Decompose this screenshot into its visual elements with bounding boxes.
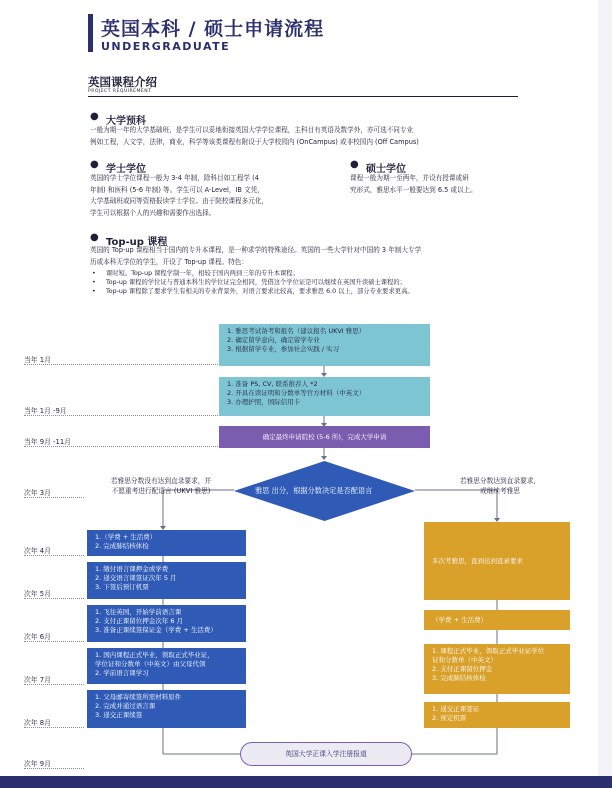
text-line: 英国的学士学位课程一般为 3-4 年制，除科目如工程学 (4 (90, 174, 259, 182)
timeline-label: 次年 8月 (24, 719, 51, 727)
section-title: 英国课程介绍 (88, 75, 157, 89)
timeline-label: 当年 1月 -9月 (24, 407, 67, 415)
timeline-guide (24, 555, 84, 556)
timeline-guide (24, 446, 224, 447)
timeline-label: 当年 9月 -11月 (24, 438, 71, 446)
text-line: 例如工程，人文学，法律，商业，科学等该类课程有附设于大学校园内 (OnCampus) 或非校园内 (Off Campus) (90, 137, 419, 146)
decision-text: 雅思 出分，根据分数决定是否配语言 (255, 486, 373, 495)
page-title: 英国本科 / 硕士申请流程 (101, 18, 325, 40)
timeline-guide (24, 497, 84, 498)
timeline-guide (24, 727, 84, 728)
step-line: 1. 准备 PS, CV, 联系推荐人 *2 (227, 380, 318, 388)
timeline-guide (24, 364, 224, 365)
step-box-application: 确定最终申请院校 (5-6 所)，完成大学申请 (219, 426, 430, 448)
timeline-guide (24, 768, 84, 769)
timeline-label: 次年 6月 (24, 633, 51, 641)
timeline-label: 当年 1月 (24, 356, 51, 364)
bachelor-heading: 学士学位 (106, 164, 146, 175)
step-box-documents (219, 377, 430, 416)
step-line: 3. 根据留学专业，参加社会实践 / 实习 (227, 345, 340, 353)
step-line: 2. 开具在读证明和分数单等官方材料（中英文） (227, 389, 366, 397)
page-subtitle: UNDERGRADUATE (101, 40, 231, 53)
list-item: • 课时短。Top-up 课程学制一年，相较于国内两到三年的专升本课程； (92, 270, 299, 277)
bullet-dot: ● (90, 111, 99, 122)
right-step-box: 1. 递交正课签证 2. 预定机票 (424, 702, 570, 728)
left-step-box: 1. 国内课程正式毕业，领取正式毕业证， 学位证和分数单（中英文）由父母代领 2. 学前语言课学习 (87, 648, 246, 684)
bullet-dot: ● (90, 232, 99, 243)
final-enrollment-oval: 英国大学正课入学注册报道 (240, 742, 412, 766)
text-line: 课程一般为期一至两年，并设有授课或研 (350, 174, 469, 182)
step-box-preparation (219, 324, 430, 366)
timeline-label: 次年 9月 (24, 760, 51, 768)
text-line: 年制) 和医科 (5-6 年制) 等。学生可以 A-Level，IB 文凭， (90, 185, 264, 194)
left-step-box: 1. 父母邮寄续签所需材料原件 2. 完成并通过语言课 3. 递交正课续签 (87, 690, 246, 728)
master-heading: 硕士学位 (366, 164, 406, 175)
bullet-dot: ● (350, 159, 359, 170)
step-line: 3. 办理护照，国际信用卡 (227, 398, 301, 406)
timeline-guide (24, 598, 84, 599)
list-item: • Top-up 课程的学位证与普通本科生的学位证完全相同，凭借这个学位证是可以继续在英国升读硕士课程的； (92, 278, 406, 286)
timeline-guide (24, 641, 84, 642)
right-step-box: 1. 课程正式毕业，领取正式毕业证学位 证和分数单（中英文） 2. 支付正课留位押金 3. 完成肺结核体检 (424, 644, 570, 694)
left-step-box: 1. 缴付语言课押金或学费 2. 递交语言课签证次年 5 月 3. 下签后预订机票 (87, 562, 246, 599)
timeline-label: 次年 3月 (24, 489, 51, 497)
text-line: 大学基础班或同等资格报读学士学位。由于院校课程多元化， (90, 197, 269, 205)
timeline-label: 次年 5月 (24, 590, 51, 598)
timeline-label: 次年 7月 (24, 676, 51, 684)
bullet-dot: ● (90, 159, 99, 170)
timeline-guide (24, 415, 224, 416)
left-branch-note: 若雅思分数没有达到直录要求，并 不愿重考进行配语言 (UKVI 雅思) (110, 477, 212, 495)
section-subtitle: PROJECT REQUIREMENT (88, 89, 152, 94)
text-line: 英国的 Top-up 课程相当于国内的专升本课程，是一种求学的特殊途径。英国的一些大学针对中国的 3 年制大专学 (90, 246, 422, 254)
timeline-label: 次年 4月 (24, 547, 51, 555)
step-line: 1. 雅思考试备考和报名（建议报名 UKVI 雅思） (227, 327, 366, 335)
foundation-heading: 大学预科 (106, 116, 146, 127)
right-branch-note: 若雅思分数达到直录要求， 或继续考雅思 (459, 477, 541, 495)
right-step-box: （学费 + 生活费） (424, 610, 570, 630)
left-step-box: 1.（学费 + 生活费） 2. 完成肺结核体检 (87, 530, 246, 556)
topup-heading: Top-up 课程 (106, 237, 168, 248)
right-step-box: 多次考雅思，直到达到直录要求 (424, 522, 570, 600)
text-line: 究形式，雅思水平一般要达到 6.5 或以上。 (350, 185, 477, 194)
step-line: 2. 确定留学意向，确定留学专业 (227, 336, 320, 344)
left-step-box: 1. 飞往英国，开始学前语言课 2. 支付正课留位押金次年 6 月 3. 准备正课续签保证金（学费 + 生活费） (87, 605, 246, 642)
text-line: 学生可以根据个人的兴趣和需要作出选择。 (90, 208, 216, 217)
text-line: 一般为期一年的大学基础班，是学生可以妥地衔接英国大学学位课程，主科目有英语及数学外，亦可选不同专业 (90, 126, 414, 134)
text-line: 历或本科无学位的学生，开设了 Top-up 课程。特色： (90, 257, 248, 266)
list-item: • Top-up 课程除了要求学生有相关的专业背景外，对语言要求比较高，要求雅思 6.0 以上，部分专业要求更高。 (92, 287, 414, 295)
timeline-guide (24, 684, 84, 685)
